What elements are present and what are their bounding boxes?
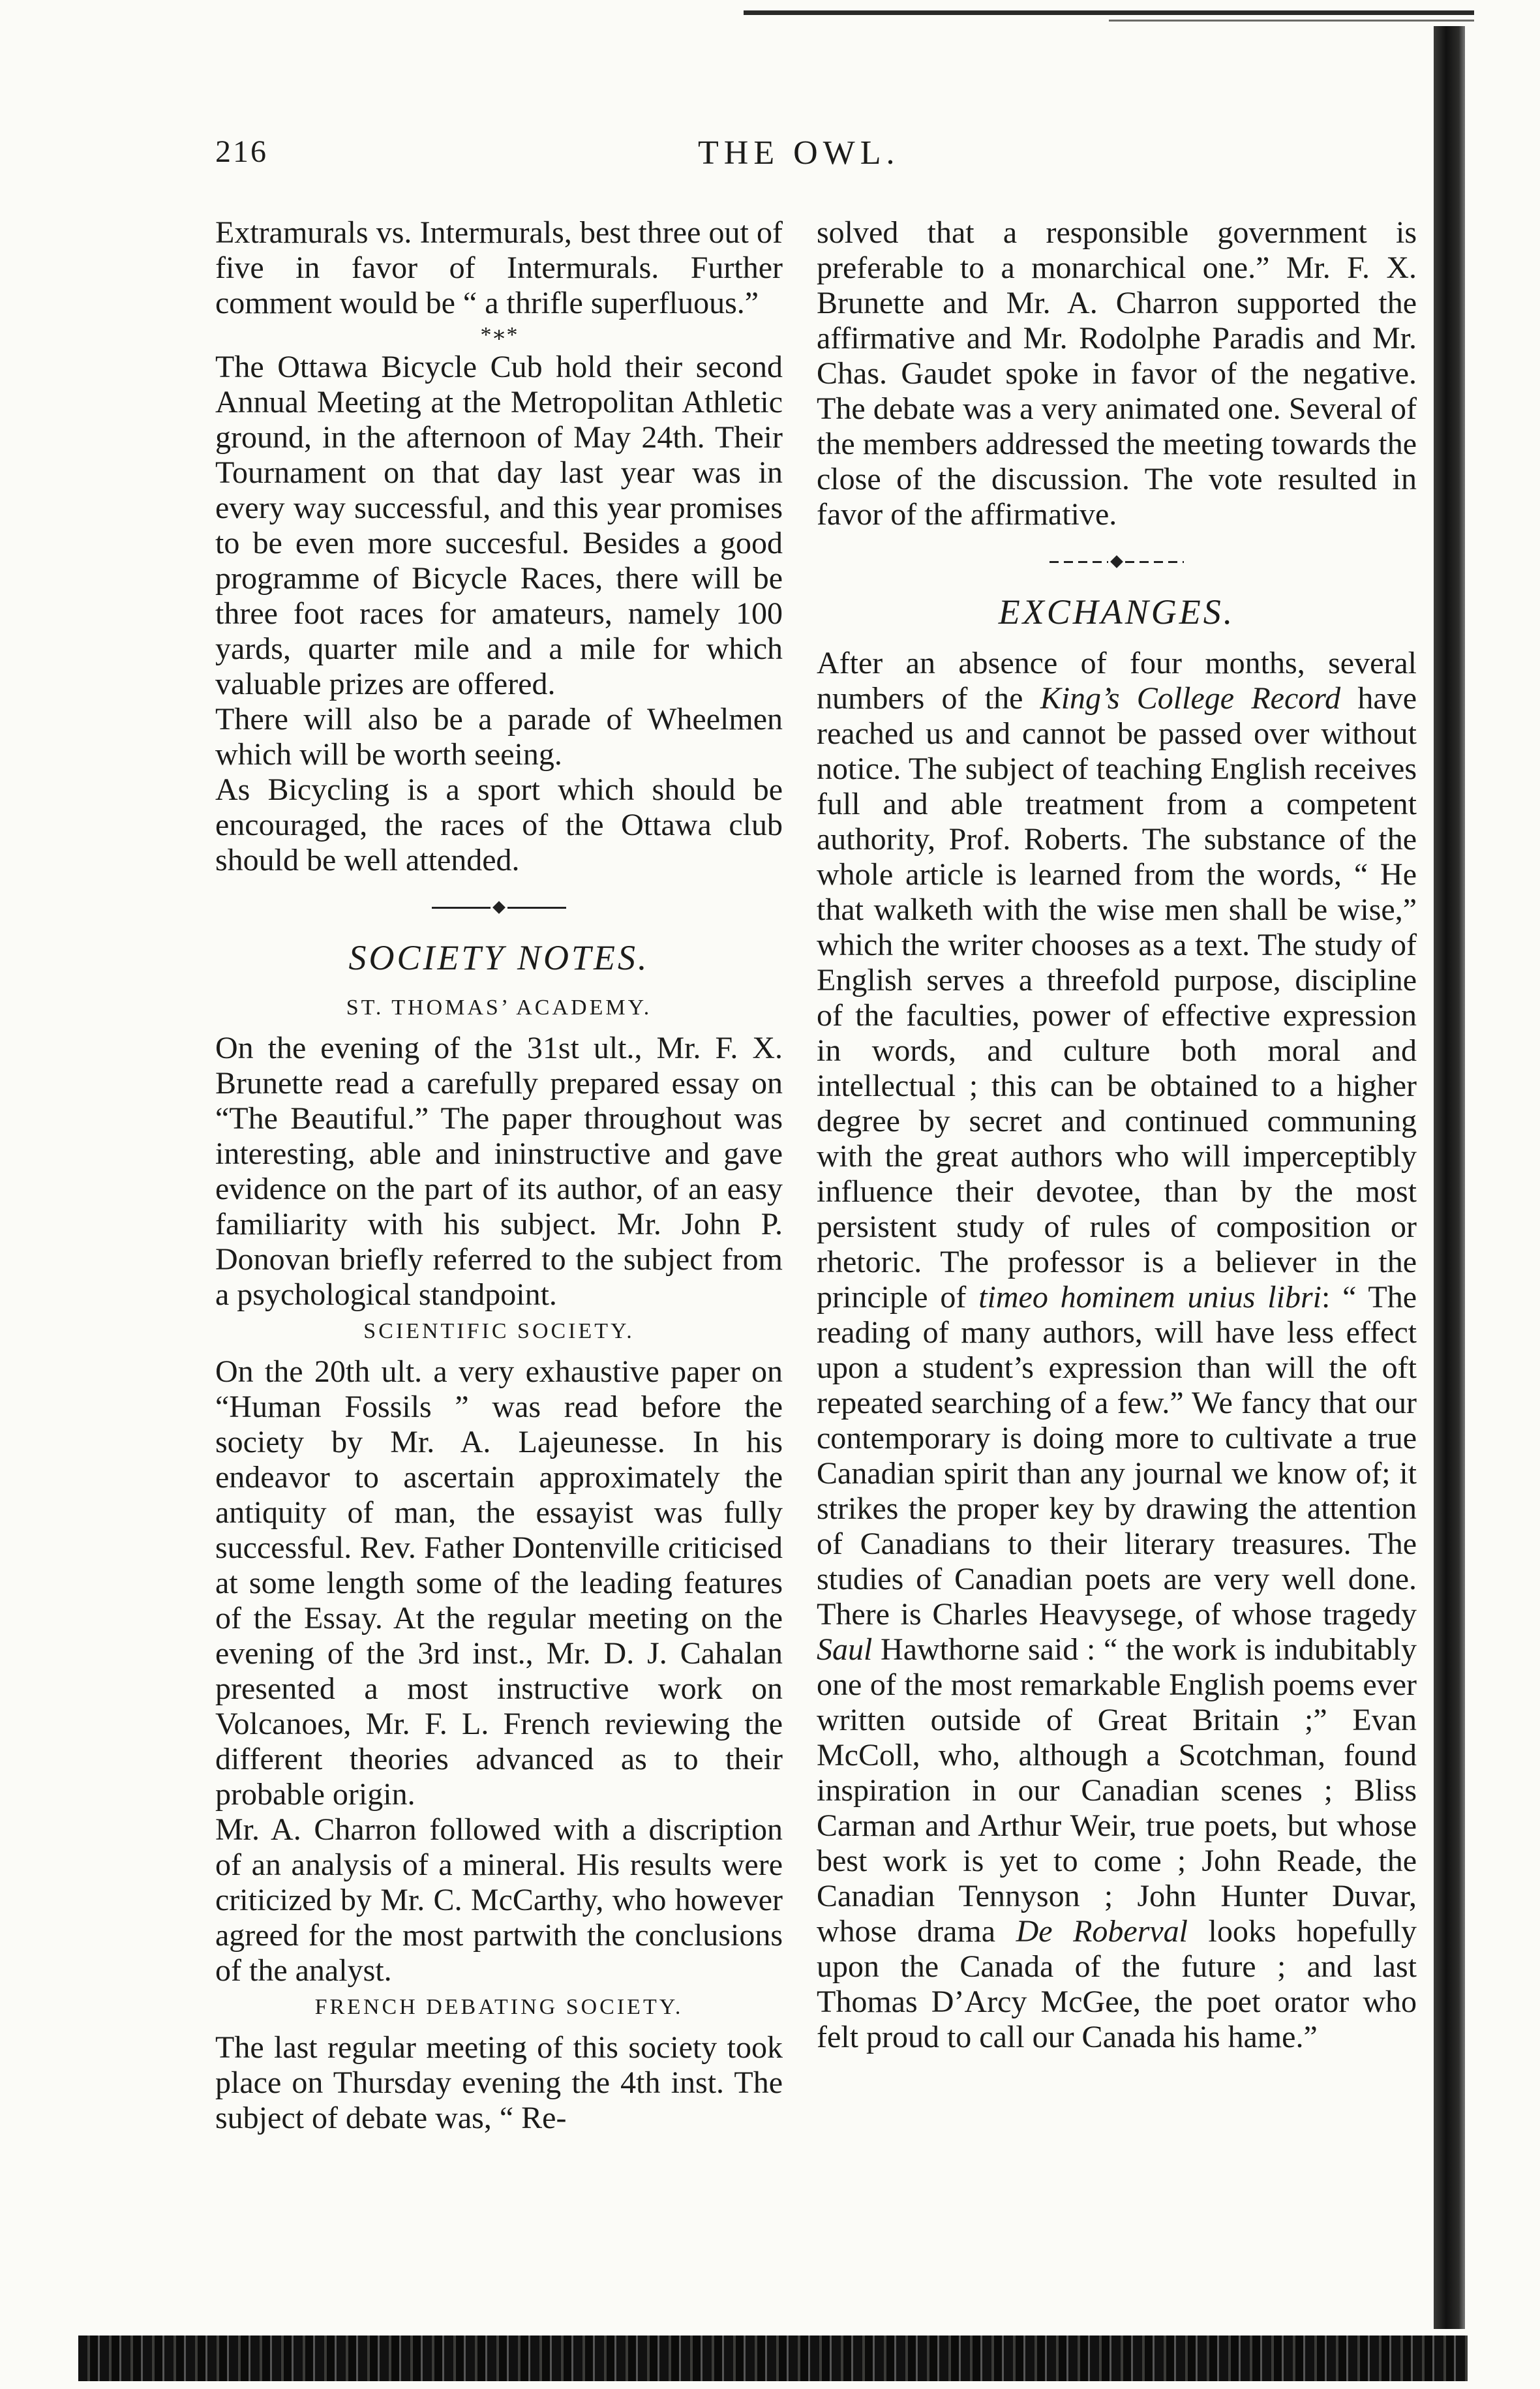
paragraph-exchanges	[817, 646, 1417, 2055]
paragraph-bicycle-parade: There will also be a parade of Wheelmen which will be worth seeing.	[215, 702, 783, 772]
heading-exchanges: EXCHANGES.	[998, 592, 1235, 631]
heading-society-notes: SOCIETY NOTES.	[348, 938, 650, 977]
paragraph-extramurals: Extramurals vs. Intermurals, best three out of five in favor of Intermurals. Further comment would be “ a thrifle superfluous.”	[215, 215, 783, 320]
exchanges-text-3: : “ The reading of many authors, will have less effect upon a student’s expression than will the oft repeated searching of a few.” We fancy that our contemporary is doing more to cultivate a true Canadian spirit than any journal we know of; it strikes the proper key by drawing the attention of Canadians to their literary treasures. The studies of Canadian poets are very well done. There is Charles Heavysege, of whose tragedy	[817, 1280, 1417, 1632]
exchanges-text-4: Hawthorne said : “ the work is indubitably one of the most remarkable English poems ever written outside of Great Britain ;” Evan McColl, who, although a Scotchman, found inspiration in our Canadian scenes ; Bliss Carman and Arthur Weir, true poets, but whose best work is yet to come ; John Reade, the Canadian Tennyson ; John Hunter Duvar, whose drama	[817, 1632, 1417, 1949]
page-header	[215, 134, 1409, 179]
paragraph-french-debating: The last regular meeting of this society took place on Thursday evening the 4th inst. The subject of debate was, “ Re-	[215, 2030, 783, 2135]
journal-title: THE OWL.	[698, 134, 900, 172]
subheading-french-debating: FRENCH DEBATING SOCIETY.	[314, 1995, 684, 2019]
paragraph-french-debating-cont: solved that a responsible government is preferable to a monarchical one.” Mr. F. X. Brunette and Mr. A. Charron supported the affirmative and Mr. Rodolphe Paradis and Mr. Chas. Gaudet spoke in favor of the negative. The debate was a very animated one. Several of the members addressed the meeting towards the close of the discussion. The vote resulted in favor of the affirmative.	[817, 215, 1417, 532]
page-number: 216	[215, 134, 268, 169]
paragraph-scientific-2: Mr. A. Charron followed with a discription of an analysis of a mineral. His results were criticized by Mr. C. McCarthy, who however agreed for the most partwith the conclusions of the analyst.	[215, 1812, 783, 1988]
page-bottom-edge	[78, 2336, 1468, 2381]
title-saul: Saul	[817, 1632, 873, 1667]
paragraph-academy: On the evening of the 31st ult., Mr. F. X. Brunette read a carefully prepared essay on “The Beautiful.” The paper throughout was interesting, able and ininstructive and gave evidence on the part of its author, of an easy familiarity with his subject. Mr. John P. Donovan briefly referred to the subject from a psychological standpoint.	[215, 1031, 783, 1312]
page-edge-shadow	[1434, 26, 1465, 2329]
exchanges-text-1: After an absence of four months, several numbers of the	[817, 646, 1417, 716]
title-de-roberval: De Roberval	[1016, 1914, 1188, 1949]
top-rule	[744, 10, 1474, 15]
paragraph-scientific-1: On the 20th ult. a very exhaustive paper on “Human Fossils ” was read before the society by Mr. A. Lajeunesse. In his endeavor to ascertain approximately the antiquity of man, the essayist was fully successful. Rev. Father Dontenville criticised at some length some of the leading features of the Essay. At the regular meeting on the evening of the 3rd inst., Mr. D. J. Cahalan presented a most instructive work on Volcanoes, Mr. F. L. French reviewing the different theories advanced as to their probable origin.	[215, 1354, 783, 1812]
top-rule-thin	[1109, 20, 1474, 22]
exchanges-text-2: have reached us and cannot be passed over without notice. The subject of teaching English receives full and able treatment from a competent authority, Prof. Roberts. The substance of the whole article is learned from the words, “ He that walketh with the wise men shall be wise,” which the writer chooses as a text. The study of English serves a threefold purpose, discipline of the faculties, power of effective expression in words, and culture both moral and intellectual ; this can be obtained to a higher degree by secret and continued communing with the great authors who will imperceptibly influence their devotee, than by the most persistent study of rules of composition or rhetoric. The professor is a believer in the principle of	[817, 681, 1417, 1315]
latin-phrase: timeo hominem unius libri	[978, 1280, 1321, 1315]
right-column	[817, 215, 1417, 2055]
section-divider	[215, 885, 783, 930]
left-column	[215, 215, 783, 2136]
paragraph-bicycle-encourage: As Bicycling is a sport which should be encouraged, the races of the Ottawa club should be well attended.	[215, 772, 783, 877]
asterism: *∗*	[480, 323, 518, 347]
exchanges-text-5: looks hopefully upon the Canada of the future ; and last Thomas D’Arcy McGee, the poet orator who felt proud to call our Canada his hame.”	[817, 1914, 1417, 2054]
paragraph-bicycle-club: The Ottawa Bicycle Cub hold their second Annual Meeting at the Metropolitan Athletic ground, in the afternoon of May 24th. Their Tournament on that day last year was in every way successful, and this year promises to be even more succesful. Besides a good programme of Bicycle Races, there will be three foot races for amateurs, namely 100 yards, quarter mile and a mile for which valuable prizes are offered.	[215, 350, 783, 701]
section-divider-dashed	[817, 539, 1417, 585]
title-kings-college-record: King’s College Record	[1040, 681, 1341, 716]
subheading-st-thomas-academy: ST. THOMAS’ ACADEMY.	[346, 996, 652, 1020]
subheading-scientific-society: SCIENTIFIC SOCIETY.	[363, 1319, 635, 1343]
